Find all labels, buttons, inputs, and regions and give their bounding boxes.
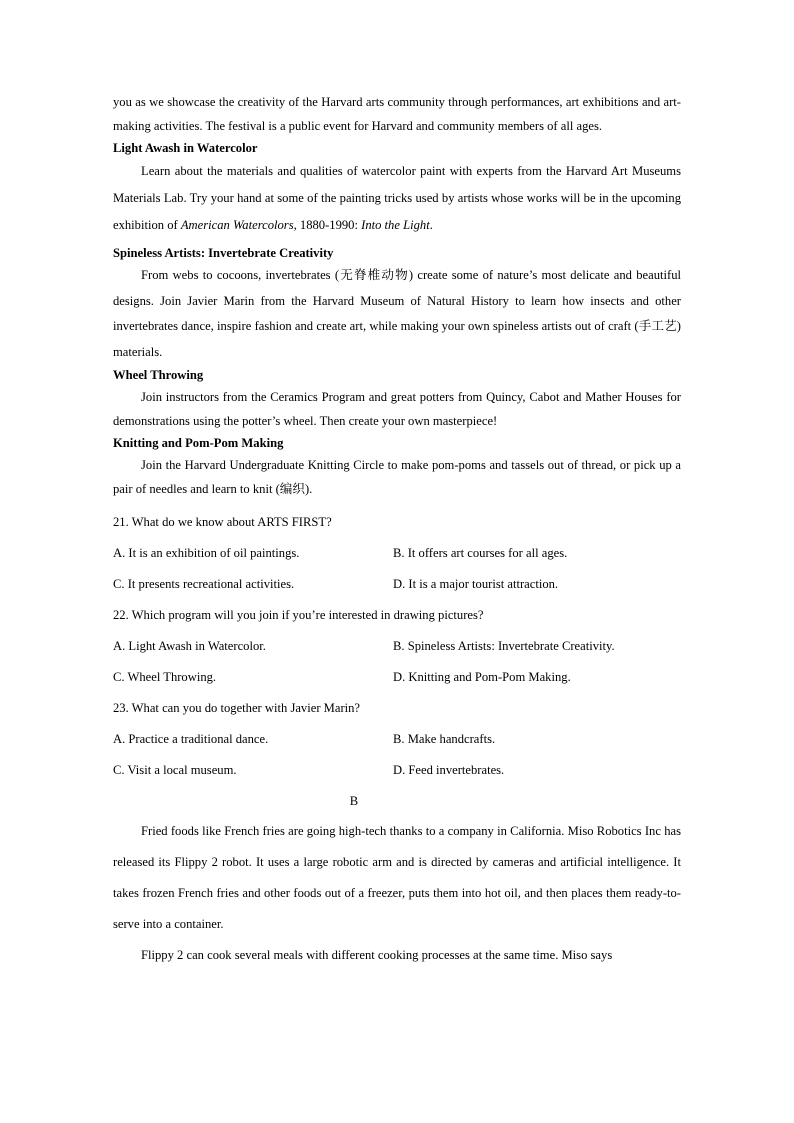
watercolor-text-c: . <box>429 218 433 232</box>
option-21-d: D. It is a major tourist attraction. <box>393 577 559 591</box>
section-text-wheel: Join instructors from the Ceramics Program and great potters from Quincy, Cabot and Mather Houses for demonstrations using the potter’s wheel. Then create your own masterpiece! <box>113 390 681 428</box>
intro-paragraph: you as we showcase the creativity of the Harvard arts community through performances, art exhibitions and art-making activities. The festival is a public event for Harvard and community members of all ages. <box>113 95 681 133</box>
option-22-d: D. Knitting and Pom-Pom Making. <box>393 670 571 684</box>
exhibition-subtitle-italic: Into the Light <box>361 218 430 232</box>
question-22-stem: 22. Which program will you join if you’re interested in drawing pictures? <box>113 608 484 622</box>
section-heading-knitting: Knitting and Pom-Pom Making <box>113 436 284 450</box>
watercolor-text-b: , 1880-1990: <box>293 218 362 232</box>
option-23-b: B. Make handcrafts. <box>393 732 496 746</box>
option-23-a: A. Practice a traditional dance. <box>113 732 269 746</box>
section-b-label: B <box>349 794 359 808</box>
exhibition-title-italic: American Watercolors <box>180 218 294 232</box>
question-23-stem: 23. What can you do together with Javier Marin? <box>113 701 361 715</box>
section-heading-watercolor: Light Awash in Watercolor <box>113 141 258 155</box>
section-text-knitting: Join the Harvard Undergraduate Knitting Circle to make pom-poms and tassels out of thread, or pick up a pair of needles and learn to knit (编织). <box>113 458 681 496</box>
option-22-b: B. Spineless Artists: Invertebrate Creativity. <box>393 639 615 653</box>
passage-b-paragraph-2: Flippy 2 can cook several meals with different cooking processes at the same time. Miso says <box>141 948 613 962</box>
document-page <box>113 90 681 971</box>
option-21-b: B. It offers art courses for all ages. <box>393 546 568 560</box>
question-21-options <box>113 543 681 594</box>
question-23-options <box>113 729 681 780</box>
section-text-watercolor <box>113 158 681 239</box>
question-21-stem: 21. What do we know about ARTS FIRST? <box>113 515 332 529</box>
watercolor-text-a: Learn about the materials and qualities of watercolor paint with experts from the Harvard Art Museums Materials Lab. Try your hand at some of the painting tricks used by artists whose works will be in the upcoming exhibition of <box>113 164 681 232</box>
question-22-options <box>113 636 681 687</box>
passage-b-paragraph-1: Fried foods like French fries are going high-tech thanks to a company in California. Miso Robotics Inc has released its Flippy 2 robot. It uses a large robotic arm and is directed by cameras and artificial intelligence. It takes frozen French fries and other foods out of a freezer, puts them into hot oil, and then places them ready-to-serve into a container. <box>113 824 681 931</box>
option-22-c: C. Wheel Throwing. <box>113 670 217 684</box>
option-23-c: C. Visit a local museum. <box>113 763 237 777</box>
section-heading-spineless: Spineless Artists: Invertebrate Creativity <box>113 246 334 260</box>
option-22-a: A. Light Awash in Watercolor. <box>113 639 266 653</box>
option-23-d: D. Feed invertebrates. <box>393 763 505 777</box>
section-heading-wheel: Wheel Throwing <box>113 368 204 382</box>
option-21-a: A. It is an exhibition of oil paintings. <box>113 546 300 560</box>
section-text-spineless: From webs to cocoons, invertebrates (无脊椎动物) create some of nature’s most delicate and beautiful designs. Join Javier Marin from the Harvard Museum of Natural History to learn how insects and other invertebrates dance, inspire fashion and create art, while making your own spineless artists out of craft (手工艺) materials. <box>113 268 681 359</box>
option-21-c: C. It presents recreational activities. <box>113 577 295 591</box>
